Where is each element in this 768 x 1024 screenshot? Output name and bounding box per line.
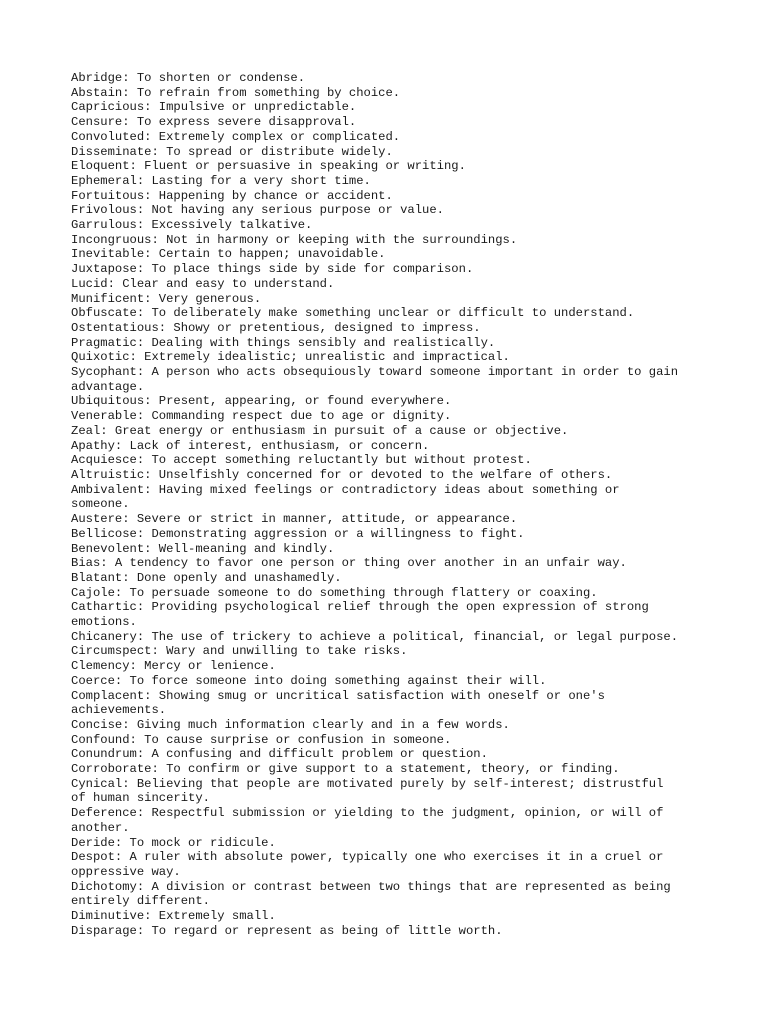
vocabulary-entry: Abstain: To refrain from something by choice. [71, 85, 401, 100]
vocabulary-entry: Juxtapose: To place things side by side for comparison. [71, 262, 474, 277]
vocabulary-entry: Chicanery: The use of trickery to achieve a political, financial, or legal purpose. [71, 629, 679, 644]
vocabulary-entry: Deference: Respectful submission or yielding to the judgment, opinion, or will of another. [71, 806, 664, 835]
vocabulary-entry: Cynical: Believing that people are motivated purely by self-interest; distrustful of human sincerity. [71, 776, 664, 806]
vocabulary-entry: Blatant: Done openly and unashamedly. [71, 570, 342, 585]
vocabulary-entry: Quixotic: Extremely idealistic; unrealistic and impractical. [71, 350, 510, 365]
vocabulary-entry: Censure: To express severe disapproval. [71, 115, 357, 130]
vocabulary-entry: Frivolous: Not having any serious purpose or value. [71, 203, 444, 218]
vocabulary-entry: Convoluted: Extremely complex or complicated. [71, 129, 401, 144]
vocabulary-entry: Cajole: To persuade someone to do something through flattery or coaxing. [71, 585, 598, 600]
vocabulary-entry: Obfuscate: To deliberately make something unclear or difficult to understand. [71, 306, 635, 321]
vocabulary-entry: Despot: A ruler with absolute power, typically one who exercises it in a cruel or oppressive way. [71, 850, 664, 879]
vocabulary-entry: Austere: Severe or strict in manner, attitude, or appearance. [71, 512, 518, 527]
vocabulary-entry: Fortuitous: Happening by chance or accident. [71, 188, 393, 203]
vocabulary-entry: Sycophant: A person who acts obsequiously toward someone important in order to gain advantage. [71, 365, 679, 394]
vocabulary-entry: Inevitable: Certain to happen; unavoidable. [71, 247, 386, 262]
vocabulary-entry: Garrulous: Excessively talkative. [71, 218, 313, 233]
vocabulary-entry: Corroborate: To confirm or give support to a statement, theory, or finding. [71, 762, 620, 777]
vocabulary-entry: Apathy: Lack of interest, enthusiasm, or concern. [71, 438, 430, 453]
vocabulary-entry: Confound: To cause surprise or confusion in someone. [71, 732, 452, 747]
vocabulary-entry: Cathartic: Providing psychological relief through the open expression of strong emotions. [71, 600, 649, 630]
vocabulary-entry: Abridge: To shorten or condense. [71, 71, 306, 85]
vocabulary-entry: Bias: A tendency to favor one person or thing over another in an unfair way. [71, 556, 627, 571]
vocabulary-entry: Eloquent: Fluent or persuasive in speaking or writing. [71, 159, 466, 174]
vocabulary-entry: Bellicose: Demonstrating aggression or a willingness to fight. [71, 526, 525, 541]
vocabulary-entry: Disseminate: To spread or distribute widely. [71, 144, 393, 159]
vocabulary-entry: Conundrum: A confusing and difficult problem or question. [71, 747, 488, 762]
vocabulary-entry: Ubiquitous: Present, appearing, or found everywhere. [71, 394, 452, 409]
vocabulary-entry: Acquiesce: To accept something reluctantly but without protest. [71, 453, 532, 468]
vocabulary-entry: Deride: To mock or ridicule. [71, 835, 276, 850]
vocabulary-entry: Benevolent: Well-meaning and kindly. [71, 541, 335, 556]
vocabulary-entry: Munificent: Very generous. [71, 291, 262, 306]
document-page [71, 71, 711, 938]
vocabulary-entry: Altruistic: Unselfishly concerned for or devoted to the welfare of others. [71, 467, 613, 482]
vocabulary-entry: Concise: Giving much information clearly and in a few words. [71, 717, 510, 732]
vocabulary-entry: Disparage: To regard or represent as being of little worth. [71, 923, 503, 938]
vocabulary-entry: Capricious: Impulsive or unpredictable. [71, 100, 357, 115]
vocabulary-entry: Zeal: Great energy or enthusiasm in pursuit of a cause or objective. [71, 423, 569, 438]
vocabulary-entry: Venerable: Commanding respect due to age or dignity. [71, 409, 452, 424]
vocabulary-entry: Coerce: To force someone into doing something against their will. [71, 673, 547, 688]
vocabulary-entry: Diminutive: Extremely small. [71, 909, 276, 924]
vocabulary-entry: Lucid: Clear and easy to understand. [71, 276, 335, 291]
vocabulary-entry: Circumspect: Wary and unwilling to take risks. [71, 644, 408, 659]
vocabulary-entry: Dichotomy: A division or contrast between two things that are represented as being entirely different. [71, 879, 671, 909]
vocabulary-entry: Clemency: Mercy or lenience. [71, 659, 276, 674]
vocabulary-entry: Pragmatic: Dealing with things sensibly and realistically. [71, 335, 496, 350]
vocabulary-entry: Ambivalent: Having mixed feelings or contradictory ideas about something or someone. [71, 482, 620, 512]
vocabulary-entry: Ephemeral: Lasting for a very short time. [71, 173, 371, 188]
vocabulary-entry: Complacent: Showing smug or uncritical satisfaction with oneself or one's achievements. [71, 688, 605, 718]
vocabulary-entry: Incongruous: Not in harmony or keeping with the surroundings. [71, 232, 518, 247]
vocabulary-entry: Ostentatious: Showy or pretentious, designed to impress. [71, 320, 481, 335]
